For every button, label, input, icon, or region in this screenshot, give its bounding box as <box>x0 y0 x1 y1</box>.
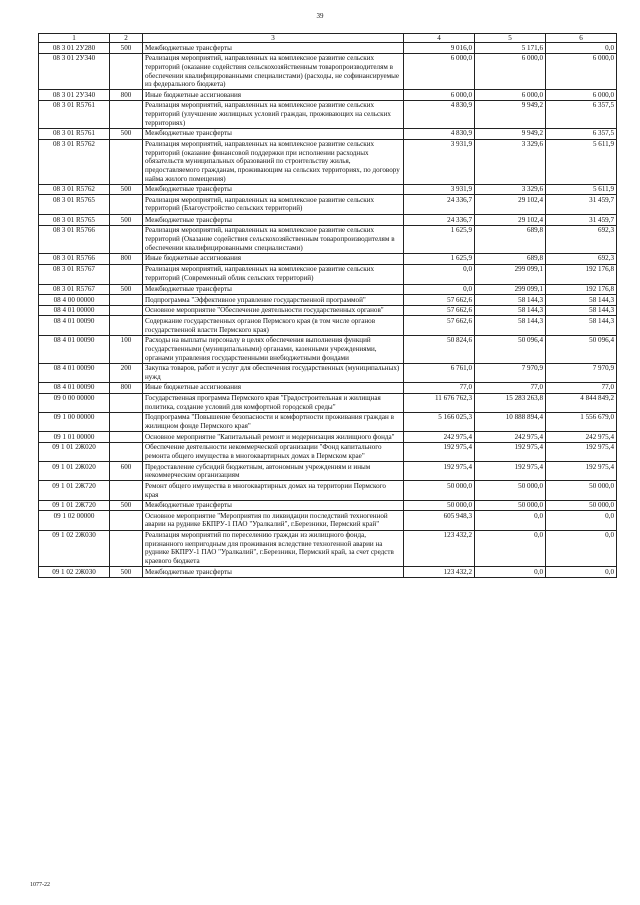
table-row <box>39 128 617 139</box>
row-amount-year2: 29 102,4 <box>475 215 546 226</box>
row-name: Расходы на выплаты персоналу в целях обеспечения выполнения функций государственными (муниципальными) органами, казенными учреждениями, органами управления государственными внебюджетными фондами <box>143 335 404 363</box>
row-amount-year2: 192 975,4 <box>475 462 546 481</box>
row-expense-type <box>110 393 143 412</box>
row-amount-year1: 192 975,4 <box>404 462 475 481</box>
row-amount-year1: 57 662,6 <box>404 295 475 306</box>
row-name: Реализация мероприятий, направленных на комплексное развитие сельских территорий (улучшение жилищных условий граждан, проживающих на сельских территориях) <box>143 100 404 128</box>
table-row <box>39 432 617 443</box>
row-amount-year2: 77,0 <box>475 382 546 393</box>
row-amount-year3: 692,3 <box>546 225 617 253</box>
row-amount-year3: 0,0 <box>546 530 617 567</box>
row-amount-year1: 57 662,6 <box>404 305 475 316</box>
row-amount-year1: 50 000,0 <box>404 481 475 500</box>
row-amount-year3: 6 357,5 <box>546 128 617 139</box>
row-amount-year2: 7 970,9 <box>475 363 546 382</box>
row-amount-year1: 123 432,2 <box>404 530 475 567</box>
table-row <box>39 316 617 335</box>
table-row <box>39 139 617 184</box>
row-amount-year1: 57 662,6 <box>404 316 475 335</box>
row-name: Иные бюджетные ассигнования <box>143 253 404 264</box>
row-amount-year3: 692,3 <box>546 253 617 264</box>
row-amount-year3: 5 611,9 <box>546 184 617 195</box>
row-code: 08 3 01 R5765 <box>39 195 110 215</box>
row-amount-year1: 50 000,0 <box>404 500 475 511</box>
table-row <box>39 284 617 295</box>
row-amount-year1: 123 432,2 <box>404 567 475 578</box>
row-amount-year3: 58 144,3 <box>546 295 617 306</box>
row-code: 08 4 01 00090 <box>39 382 110 393</box>
row-amount-year2: 50 096,4 <box>475 335 546 363</box>
row-code: 09 1 02 00000 <box>39 511 110 530</box>
row-amount-year2: 9 949,2 <box>475 100 546 128</box>
row-amount-year2: 242 975,4 <box>475 432 546 443</box>
row-amount-year1: 605 948,3 <box>404 511 475 530</box>
row-amount-year2: 29 102,4 <box>475 195 546 215</box>
row-expense-type <box>110 53 143 90</box>
row-expense-type: 500 <box>110 567 143 578</box>
table-row <box>39 442 617 461</box>
row-amount-year1: 1 625,9 <box>404 225 475 253</box>
table-row <box>39 530 617 567</box>
row-name: Реализация мероприятий, направленных на комплексное развитие сельских территорий (оказание финансовой поддержки при исполнении расходных обязательств муниципальных образований по строительству жилья, предоставляемого гражданам, проживающим на сельских территориях, по договору найма жилого помещения) <box>143 139 404 184</box>
row-amount-year1: 0,0 <box>404 264 475 284</box>
row-amount-year3: 4 844 849,2 <box>546 393 617 412</box>
row-name: Ремонт общего имущества в многоквартирных домах на территории Пермского края <box>143 481 404 500</box>
row-code: 08 3 01 R5765 <box>39 215 110 226</box>
row-amount-year2: 6 000,0 <box>475 53 546 90</box>
row-name: Основное мероприятие "Капитальный ремонт и модернизация жилищного фонда" <box>143 432 404 443</box>
row-amount-year3: 31 459,7 <box>546 215 617 226</box>
row-code: 08 4 00 00000 <box>39 295 110 306</box>
row-code: 08 3 01 2У280 <box>39 43 110 54</box>
row-code: 08 3 01 R5761 <box>39 128 110 139</box>
row-amount-year2: 15 283 263,8 <box>475 393 546 412</box>
row-amount-year2: 3 329,6 <box>475 184 546 195</box>
row-expense-type: 500 <box>110 284 143 295</box>
row-amount-year1: 192 975,4 <box>404 442 475 461</box>
row-code: 09 0 00 00000 <box>39 393 110 412</box>
row-amount-year2: 689,8 <box>475 225 546 253</box>
col-header-name: 3 <box>143 34 404 43</box>
row-name: Основное мероприятие "Мероприятия по ликвидации последствий техногенной аварии на руднике БКПРУ-1 ПАО "Уралкалий", г.Березники, Пермский край" <box>143 511 404 530</box>
page-number: 39 <box>316 12 324 20</box>
table-row <box>39 90 617 101</box>
row-expense-type <box>110 316 143 335</box>
row-amount-year3: 192 176,8 <box>546 284 617 295</box>
row-code: 08 3 01 2У340 <box>39 90 110 101</box>
row-amount-year2: 6 000,0 <box>475 90 546 101</box>
row-amount-year1: 77,0 <box>404 382 475 393</box>
row-expense-type <box>110 530 143 567</box>
row-expense-type: 100 <box>110 335 143 363</box>
row-expense-type <box>110 432 143 443</box>
row-code: 09 1 01 2Ж720 <box>39 481 110 500</box>
row-code: 08 4 01 00090 <box>39 316 110 335</box>
row-amount-year3: 58 144,3 <box>546 316 617 335</box>
table-row <box>39 184 617 195</box>
row-code: 08 3 01 R5762 <box>39 184 110 195</box>
row-expense-type <box>110 225 143 253</box>
row-amount-year1: 6 000,0 <box>404 53 475 90</box>
table-row <box>39 335 617 363</box>
row-amount-year1: 4 830,9 <box>404 128 475 139</box>
row-name: Межбюджетные трансферты <box>143 184 404 195</box>
row-amount-year3: 1 556 679,0 <box>546 412 617 431</box>
table-row <box>39 215 617 226</box>
row-amount-year3: 50 000,0 <box>546 481 617 500</box>
col-header-year1: 4 <box>404 34 475 43</box>
row-expense-type: 200 <box>110 363 143 382</box>
col-header-year3: 6 <box>546 34 617 43</box>
row-expense-type <box>110 100 143 128</box>
row-name: Межбюджетные трансферты <box>143 567 404 578</box>
table-row <box>39 567 617 578</box>
row-expense-type <box>110 305 143 316</box>
row-amount-year1: 5 166 025,3 <box>404 412 475 431</box>
row-name: Подпрограмма "Эффективное управление государственной программой" <box>143 295 404 306</box>
row-name: Межбюджетные трансферты <box>143 128 404 139</box>
row-code: 08 3 01 R5761 <box>39 100 110 128</box>
row-name: Реализация мероприятий, направленных на комплексное развитие сельских территорий (оказание содействия сельскохозяйственным товаропроизводителям в обеспечении квалифицированными специалистами) (расходы, не софинансируемые из федерального бюджета) <box>143 53 404 90</box>
table-row <box>39 195 617 215</box>
table-row <box>39 462 617 481</box>
row-code: 08 3 01 R5766 <box>39 253 110 264</box>
row-amount-year3: 192 975,4 <box>546 462 617 481</box>
row-amount-year1: 1 625,9 <box>404 253 475 264</box>
row-name: Межбюджетные трансферты <box>143 43 404 54</box>
row-name: Реализация мероприятий по переселению граждан из жилищного фонда, признанного непригодным для проживания вследствие техногенной аварии на руднике БКПРУ-1 ПАО "Уралкалий", г.Березники, Пермский край, за счет средств краевого бюджета <box>143 530 404 567</box>
row-code: 08 3 01 R5762 <box>39 139 110 184</box>
row-amount-year1: 11 676 762,3 <box>404 393 475 412</box>
row-code: 09 1 00 00000 <box>39 412 110 431</box>
row-expense-type: 500 <box>110 184 143 195</box>
row-expense-type <box>110 412 143 431</box>
row-amount-year2: 58 144,3 <box>475 316 546 335</box>
row-name: Закупка товаров, работ и услуг для обеспечения государственных (муниципальных) нужд <box>143 363 404 382</box>
row-name: Иные бюджетные ассигнования <box>143 382 404 393</box>
row-amount-year2: 0,0 <box>475 567 546 578</box>
table-row <box>39 100 617 128</box>
row-amount-year3: 242 975,4 <box>546 432 617 443</box>
row-expense-type <box>110 442 143 461</box>
table-row <box>39 264 617 284</box>
row-expense-type: 800 <box>110 253 143 264</box>
row-name: Основное мероприятие "Обеспечение деятельности государственных органов" <box>143 305 404 316</box>
row-amount-year3: 58 144,3 <box>546 305 617 316</box>
table-row <box>39 500 617 511</box>
row-code: 08 4 01 00090 <box>39 363 110 382</box>
row-amount-year2: 0,0 <box>475 511 546 530</box>
row-code: 08 4 01 00090 <box>39 335 110 363</box>
row-code: 09 1 02 2Ж030 <box>39 530 110 567</box>
row-expense-type: 500 <box>110 43 143 54</box>
row-expense-type: 600 <box>110 462 143 481</box>
row-code: 08 3 01 2У340 <box>39 53 110 90</box>
row-expense-type: 500 <box>110 500 143 511</box>
row-amount-year3: 192 176,8 <box>546 264 617 284</box>
row-name: Подпрограмма "Повышение безопасности и комфортности проживания граждан в жилищном фонде Пермского края" <box>143 412 404 431</box>
header-row <box>39 34 617 43</box>
row-amount-year2: 192 975,4 <box>475 442 546 461</box>
row-amount-year3: 0,0 <box>546 511 617 530</box>
table-row <box>39 363 617 382</box>
row-expense-type <box>110 195 143 215</box>
row-amount-year1: 24 336,7 <box>404 195 475 215</box>
row-name: Реализация мероприятий, направленных на комплексное развитие сельских территорий (Оказание содействия сельскохозяйственным товаропроизводителям в обеспечении квалифицированными специалистами) <box>143 225 404 253</box>
row-expense-type <box>110 295 143 306</box>
row-code: 09 1 01 00000 <box>39 432 110 443</box>
row-amount-year1: 6 000,0 <box>404 90 475 101</box>
row-amount-year2: 0,0 <box>475 530 546 567</box>
row-code: 09 1 02 2Ж030 <box>39 567 110 578</box>
row-amount-year3: 6 357,5 <box>546 100 617 128</box>
row-amount-year1: 242 975,4 <box>404 432 475 443</box>
row-amount-year1: 9 016,0 <box>404 43 475 54</box>
table-row <box>39 53 617 90</box>
row-expense-type: 800 <box>110 90 143 101</box>
row-amount-year1: 6 761,0 <box>404 363 475 382</box>
table-row <box>39 412 617 431</box>
row-expense-type <box>110 481 143 500</box>
row-amount-year1: 50 824,6 <box>404 335 475 363</box>
row-amount-year2: 9 949,2 <box>475 128 546 139</box>
table-row <box>39 295 617 306</box>
row-amount-year1: 24 336,7 <box>404 215 475 226</box>
col-header-code: 1 <box>39 34 110 43</box>
row-amount-year1: 3 931,9 <box>404 139 475 184</box>
row-amount-year1: 0,0 <box>404 284 475 295</box>
table-row <box>39 43 617 54</box>
row-name: Государственная программа Пермского края "Градостроительная и жилищная политика, создание условий для комфортной городской среды" <box>143 393 404 412</box>
row-amount-year2: 10 888 894,4 <box>475 412 546 431</box>
table-row <box>39 225 617 253</box>
row-name: Реализация мероприятий, направленных на комплексное развитие сельских территорий (Благоустройство сельских территорий) <box>143 195 404 215</box>
row-amount-year1: 3 931,9 <box>404 184 475 195</box>
row-amount-year2: 689,8 <box>475 253 546 264</box>
row-expense-type <box>110 139 143 184</box>
row-name: Предоставление субсидий бюджетным, автономным учреждениям и иным некоммерческим организациям <box>143 462 404 481</box>
row-amount-year1: 4 830,9 <box>404 100 475 128</box>
row-code: 09 1 01 2Ж020 <box>39 462 110 481</box>
footer-code: 1077-22 <box>30 882 50 888</box>
row-amount-year3: 0,0 <box>546 43 617 54</box>
row-amount-year3: 192 975,4 <box>546 442 617 461</box>
row-name: Реализация мероприятий, направленных на комплексное развитие сельских территорий (Современный облик сельских территорий) <box>143 264 404 284</box>
row-amount-year3: 5 611,9 <box>546 139 617 184</box>
row-code: 09 1 01 2Ж020 <box>39 442 110 461</box>
row-expense-type: 500 <box>110 128 143 139</box>
row-amount-year3: 6 000,0 <box>546 53 617 90</box>
row-amount-year3: 77,0 <box>546 382 617 393</box>
row-code: 08 3 01 R5767 <box>39 284 110 295</box>
budget-table <box>38 33 617 578</box>
row-name: Межбюджетные трансферты <box>143 500 404 511</box>
row-amount-year3: 31 459,7 <box>546 195 617 215</box>
row-amount-year3: 0,0 <box>546 567 617 578</box>
row-code: 08 3 01 R5766 <box>39 225 110 253</box>
row-expense-type <box>110 511 143 530</box>
col-header-type: 2 <box>110 34 143 43</box>
table-row <box>39 305 617 316</box>
table-row <box>39 481 617 500</box>
row-amount-year2: 299 099,1 <box>475 264 546 284</box>
row-expense-type: 500 <box>110 215 143 226</box>
row-code: 08 3 01 R5767 <box>39 264 110 284</box>
row-name: Межбюджетные трансферты <box>143 284 404 295</box>
row-amount-year2: 50 000,0 <box>475 481 546 500</box>
table-row <box>39 382 617 393</box>
row-name: Содержание государственных органов Пермского края (в том числе органов государственной власти Пермского края) <box>143 316 404 335</box>
row-amount-year3: 50 000,0 <box>546 500 617 511</box>
row-code: 09 1 01 2Ж720 <box>39 500 110 511</box>
col-header-year2: 5 <box>475 34 546 43</box>
row-code: 08 4 01 00000 <box>39 305 110 316</box>
row-amount-year2: 5 171,6 <box>475 43 546 54</box>
row-name: Межбюджетные трансферты <box>143 215 404 226</box>
row-amount-year2: 58 144,3 <box>475 295 546 306</box>
row-amount-year3: 7 970,9 <box>546 363 617 382</box>
row-expense-type: 800 <box>110 382 143 393</box>
row-expense-type <box>110 264 143 284</box>
table-row <box>39 253 617 264</box>
row-amount-year2: 299 099,1 <box>475 284 546 295</box>
table-row <box>39 511 617 530</box>
row-name: Обеспечение деятельности некоммерческой организации "Фонд капитального ремонта общего имущества в многоквартирных домах в Пермском крае" <box>143 442 404 461</box>
row-amount-year2: 3 329,6 <box>475 139 546 184</box>
row-amount-year2: 58 144,3 <box>475 305 546 316</box>
row-amount-year2: 50 000,0 <box>475 500 546 511</box>
row-amount-year3: 6 000,0 <box>546 90 617 101</box>
row-name: Иные бюджетные ассигнования <box>143 90 404 101</box>
row-amount-year3: 50 096,4 <box>546 335 617 363</box>
table-row <box>39 393 617 412</box>
